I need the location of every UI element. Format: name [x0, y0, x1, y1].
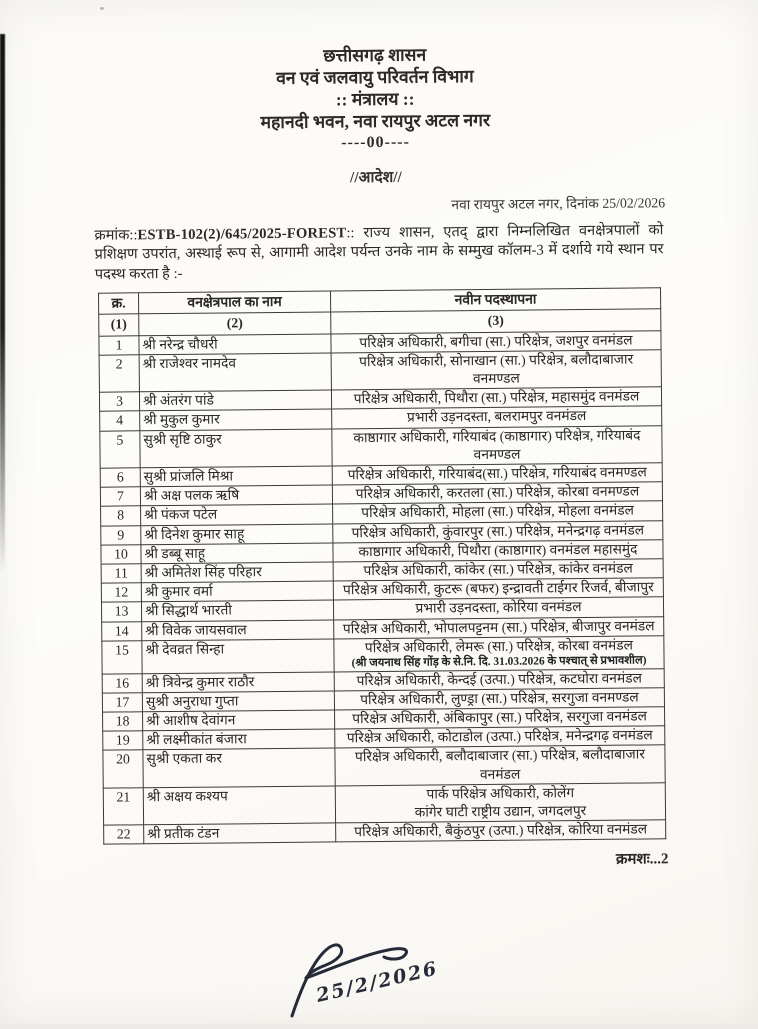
row-serial: 13	[101, 602, 141, 622]
col-header-posting: नवीन पदस्थापना	[330, 288, 660, 312]
row-serial: 21	[103, 788, 143, 826]
row-officer-name: श्री सिद्धार्थ भारती	[141, 600, 333, 621]
postings-table-head	[99, 288, 661, 336]
ref-suffix: ::	[346, 225, 355, 242]
posting-text: परिक्षेत्र अधिकारी, मोहला (सा.) परिक्षेत्र, मोहला वनमंडल	[361, 503, 635, 521]
government-name: छत्तीसगढ़ शासन	[323, 44, 427, 66]
row-serial: 19	[103, 731, 143, 751]
row-officer-name: श्री कुमार वर्मा	[141, 581, 333, 602]
posting-note: (श्री जयनाथ सिंह गोंड़ के से.नि. दि. 31.03.2026 के पश्चात् से प्रभावशील)	[351, 654, 647, 670]
table-row	[102, 636, 664, 674]
department-name: वन एवं जलवायु परिवर्तन विभाग	[276, 66, 474, 88]
row-new-posting	[332, 425, 662, 466]
row-new-posting	[335, 726, 665, 748]
row-officer-name: श्री अक्षय कश्यप	[143, 786, 335, 825]
row-new-posting	[335, 745, 665, 786]
col-number-3: (3)	[331, 309, 661, 333]
posting-text: परिक्षेत्र अधिकारी, बलौदाबाजार (सा.) परिक्षेत्र, बलौदाबाजार वनमंडल	[354, 746, 646, 782]
row-serial: 14	[102, 621, 142, 641]
posting-text: परिक्षेत्र अधिकारी, लेमरू (सा.) परिक्षेत्र, कोरबा वनमंडल	[364, 637, 634, 656]
signature-date: 25/2/2026	[314, 957, 441, 1007]
continuation-marker: क्रमशः...2	[615, 851, 669, 869]
posting-text: परिक्षेत्र अधिकारी, बैकुंठपुर (उत्पा.) परिक्षेत्र, कोरिया वनमंडल	[354, 821, 648, 840]
row-serial: 18	[103, 712, 143, 732]
posting-text: परिक्षेत्र अधिकारी, लुण्ड्रा (सा.) परिक्षेत्र, सरगुजा वनमण्डल	[360, 689, 639, 707]
row-officer-name: श्री पंकज पटेल	[141, 504, 333, 525]
row-new-posting	[331, 350, 661, 391]
row-officer-name: श्री डब्बू साहू	[141, 543, 333, 564]
row-serial: 11	[101, 564, 141, 584]
posting-text: परिक्षेत्र अधिकारी, करतला (सा.) परिक्षेत्र, कोरबा वनमण्डल	[355, 483, 640, 502]
row-serial: 22	[104, 825, 144, 845]
col-header-serial: क्र.	[99, 293, 139, 315]
col-header-name: वनक्षेत्रपाल का नाम	[139, 291, 331, 314]
row-serial: 20	[103, 750, 143, 788]
row-officer-name: श्री देवव्रत सिन्हा	[142, 639, 334, 673]
order-paragraph	[94, 221, 664, 285]
postings-table-body	[99, 330, 666, 844]
row-officer-name: श्री अक्ष पलक ऋषि	[140, 485, 332, 506]
posting-text: काष्ठागार अधिकारी, गरियाबंद (काष्ठागार) परिक्षेत्र, गरियाबंद वनमण्डल	[353, 427, 641, 462]
signature-block	[278, 928, 498, 1024]
row-officer-name: श्री त्रिवेन्द्र कुमार राठौर	[142, 671, 334, 692]
row-officer-name: श्री मुकुल कुमार	[140, 409, 332, 430]
row-officer-name: सुश्री प्रांजलि मिश्रा	[140, 466, 332, 487]
row-officer-name: श्री आशीष देवांगन	[143, 710, 335, 731]
row-officer-name: सुश्री अनुराधा गुप्ता	[142, 691, 334, 712]
row-serial: 3	[99, 392, 139, 412]
posting-text: परिक्षेत्र अधिकारी, कुटरू (बफर) इन्द्रावती टाईगर रिजर्व, बीजापुर	[342, 579, 654, 598]
row-serial: 7	[100, 487, 140, 507]
row-serial: 5	[100, 430, 140, 468]
postings-table	[98, 288, 666, 846]
header-separator: ----00----	[341, 133, 410, 152]
posting-text: परिक्षेत्र अधिकारी, केन्दई (उत्पा.) परिक्षेत्र, कटघोरा वनमंडल	[356, 670, 642, 688]
row-new-posting	[334, 668, 664, 690]
handwritten-signature	[278, 928, 498, 1024]
row-new-posting	[333, 540, 663, 562]
posting-text: परिक्षेत्र अधिकारी, कोटाडोल (उत्पा.) परिक्षेत्र, मनेन्द्रगढ़ वनमंडल	[346, 727, 653, 746]
row-officer-name: श्री विवेक जायसवाल	[142, 620, 334, 641]
posting-text: परिक्षेत्र अधिकारी, गरियाबंद(सा.) परिक्षेत्र, गरियाबंद वनमण्डल	[347, 464, 647, 483]
row-new-posting	[331, 330, 661, 352]
row-new-posting	[334, 616, 664, 638]
col-number-2: (2)	[139, 312, 331, 335]
row-serial: 8	[101, 506, 141, 526]
row-serial: 10	[101, 545, 141, 565]
ref-prefix: क्रमांक::	[94, 227, 138, 244]
posting-text: परिक्षेत्र अधिकारी, कुंवारपुर (सा.) परिक्षेत्र, मनेन्द्रगढ़ वनमंडल	[351, 522, 645, 540]
posting-text: परिक्षेत्र अधिकारी, पिथौरा (सा.) परिक्षेत्र, महासमुंद वनमंडल	[353, 388, 640, 407]
posting-text: परिक्षेत्र अधिकारी, अंबिकापुर (सा.) परिक्षेत्र, सरगुजा वनमंडल	[352, 708, 648, 727]
row-new-posting	[334, 688, 664, 710]
posting-text: प्रभारी उड़नदस्ता, बलरामपुर वनमंडल	[406, 408, 587, 426]
row-serial: 9	[101, 525, 141, 545]
row-serial: 15	[102, 641, 142, 674]
row-officer-name: श्री अंतरंग पांडे	[139, 390, 331, 411]
row-officer-name: श्री दिनेश कुमार साहू	[141, 524, 333, 545]
row-new-posting	[334, 636, 664, 672]
posting-text: काष्ठागार अधिकारी, पिथौरा (काष्ठागार) वनमंडल महासमुंद	[358, 541, 638, 560]
table-row	[99, 350, 661, 393]
row-serial: 16	[102, 673, 142, 693]
address-line: महानदी भवन, नवा रायपुर अटल नगर	[260, 109, 491, 133]
row-officer-name: श्री अमितेश सिंह परिहार	[141, 562, 333, 583]
posting-text: पार्क परिक्षेत्र अधिकारी, कोलेंग कांगेर घाटी राष्ट्रीय उद्यान, जगदलपुर	[414, 784, 587, 820]
posting-text: परिक्षेत्र अधिकारी, बगीचा (सा.) परिक्षेत्र, जशपुर वनमंडल	[359, 332, 633, 350]
table-row	[103, 783, 665, 826]
place-date-line: नवा रायपुर अटल नगर, दिनांक 25/02/2026	[451, 195, 666, 213]
row-serial: 17	[102, 693, 142, 713]
row-officer-name: सुश्री एकता कर	[143, 748, 335, 787]
row-serial: 2	[99, 355, 139, 393]
row-serial: 1	[99, 335, 139, 355]
row-new-posting	[332, 482, 662, 504]
row-new-posting	[335, 783, 665, 824]
row-new-posting	[333, 520, 663, 542]
order-title: //आदेश//	[349, 168, 402, 187]
table-row	[103, 745, 665, 788]
row-new-posting	[331, 387, 661, 409]
row-new-posting	[336, 820, 666, 842]
col-number-1: (1)	[99, 314, 139, 336]
row-new-posting	[332, 463, 662, 485]
row-serial: 4	[100, 411, 140, 431]
paragraph-text: राज्य शासन, एतद् द्वारा निम्नलिखित वनक्षेत्रपालों को प्रशिक्षण उपरांत, अस्थाई रूप से, आगामी आदेश पर्यन्त उनके नाम के सम्मुख कॉलम-3 में दर्शाये गये स्थान पर पदस्थ करता है :-	[94, 222, 664, 283]
row-new-posting	[335, 707, 665, 729]
row-new-posting	[333, 578, 663, 600]
posting-text: परिक्षेत्र अधिकारी, सोनाखान (सा.) परिक्षेत्र, बलौदाबाजार वनमण्डल	[359, 351, 634, 387]
posting-text: परिक्षेत्र अधिकारी, भोपालपट्टनम (सा.) परिक्षेत्र, बीजापुर वनमंडल	[342, 618, 655, 637]
posting-text: परिक्षेत्र अधिकारी, कांकेर (सा.) परिक्षेत्र, कांकेर वनमंडल	[363, 560, 633, 579]
ministry-line: :: मंत्रालय ::	[335, 88, 415, 110]
row-new-posting	[333, 559, 663, 581]
posting-text: प्रभारी उड़नदस्ता, कोरिया वनमंडल	[415, 599, 582, 617]
row-officer-name: श्री प्रतीक टंडन	[144, 823, 336, 844]
row-officer-name: श्री राजेश्वर नामदेव	[139, 353, 331, 392]
table-row	[104, 820, 666, 845]
table-row	[100, 425, 662, 468]
row-serial: 12	[101, 583, 141, 603]
row-officer-name: श्री नरेन्द्र चौधरी	[139, 334, 331, 355]
reference-number: ESTB-102(2)/645/2025-FOREST	[137, 225, 347, 244]
letterhead	[0, 0, 755, 158]
row-officer-name: सुश्री सृष्टि ठाकुर	[140, 429, 332, 468]
row-officer-name: श्री लक्ष्मीकांत बंजारा	[143, 729, 335, 750]
row-new-posting	[333, 501, 663, 523]
row-serial: 6	[100, 468, 140, 488]
